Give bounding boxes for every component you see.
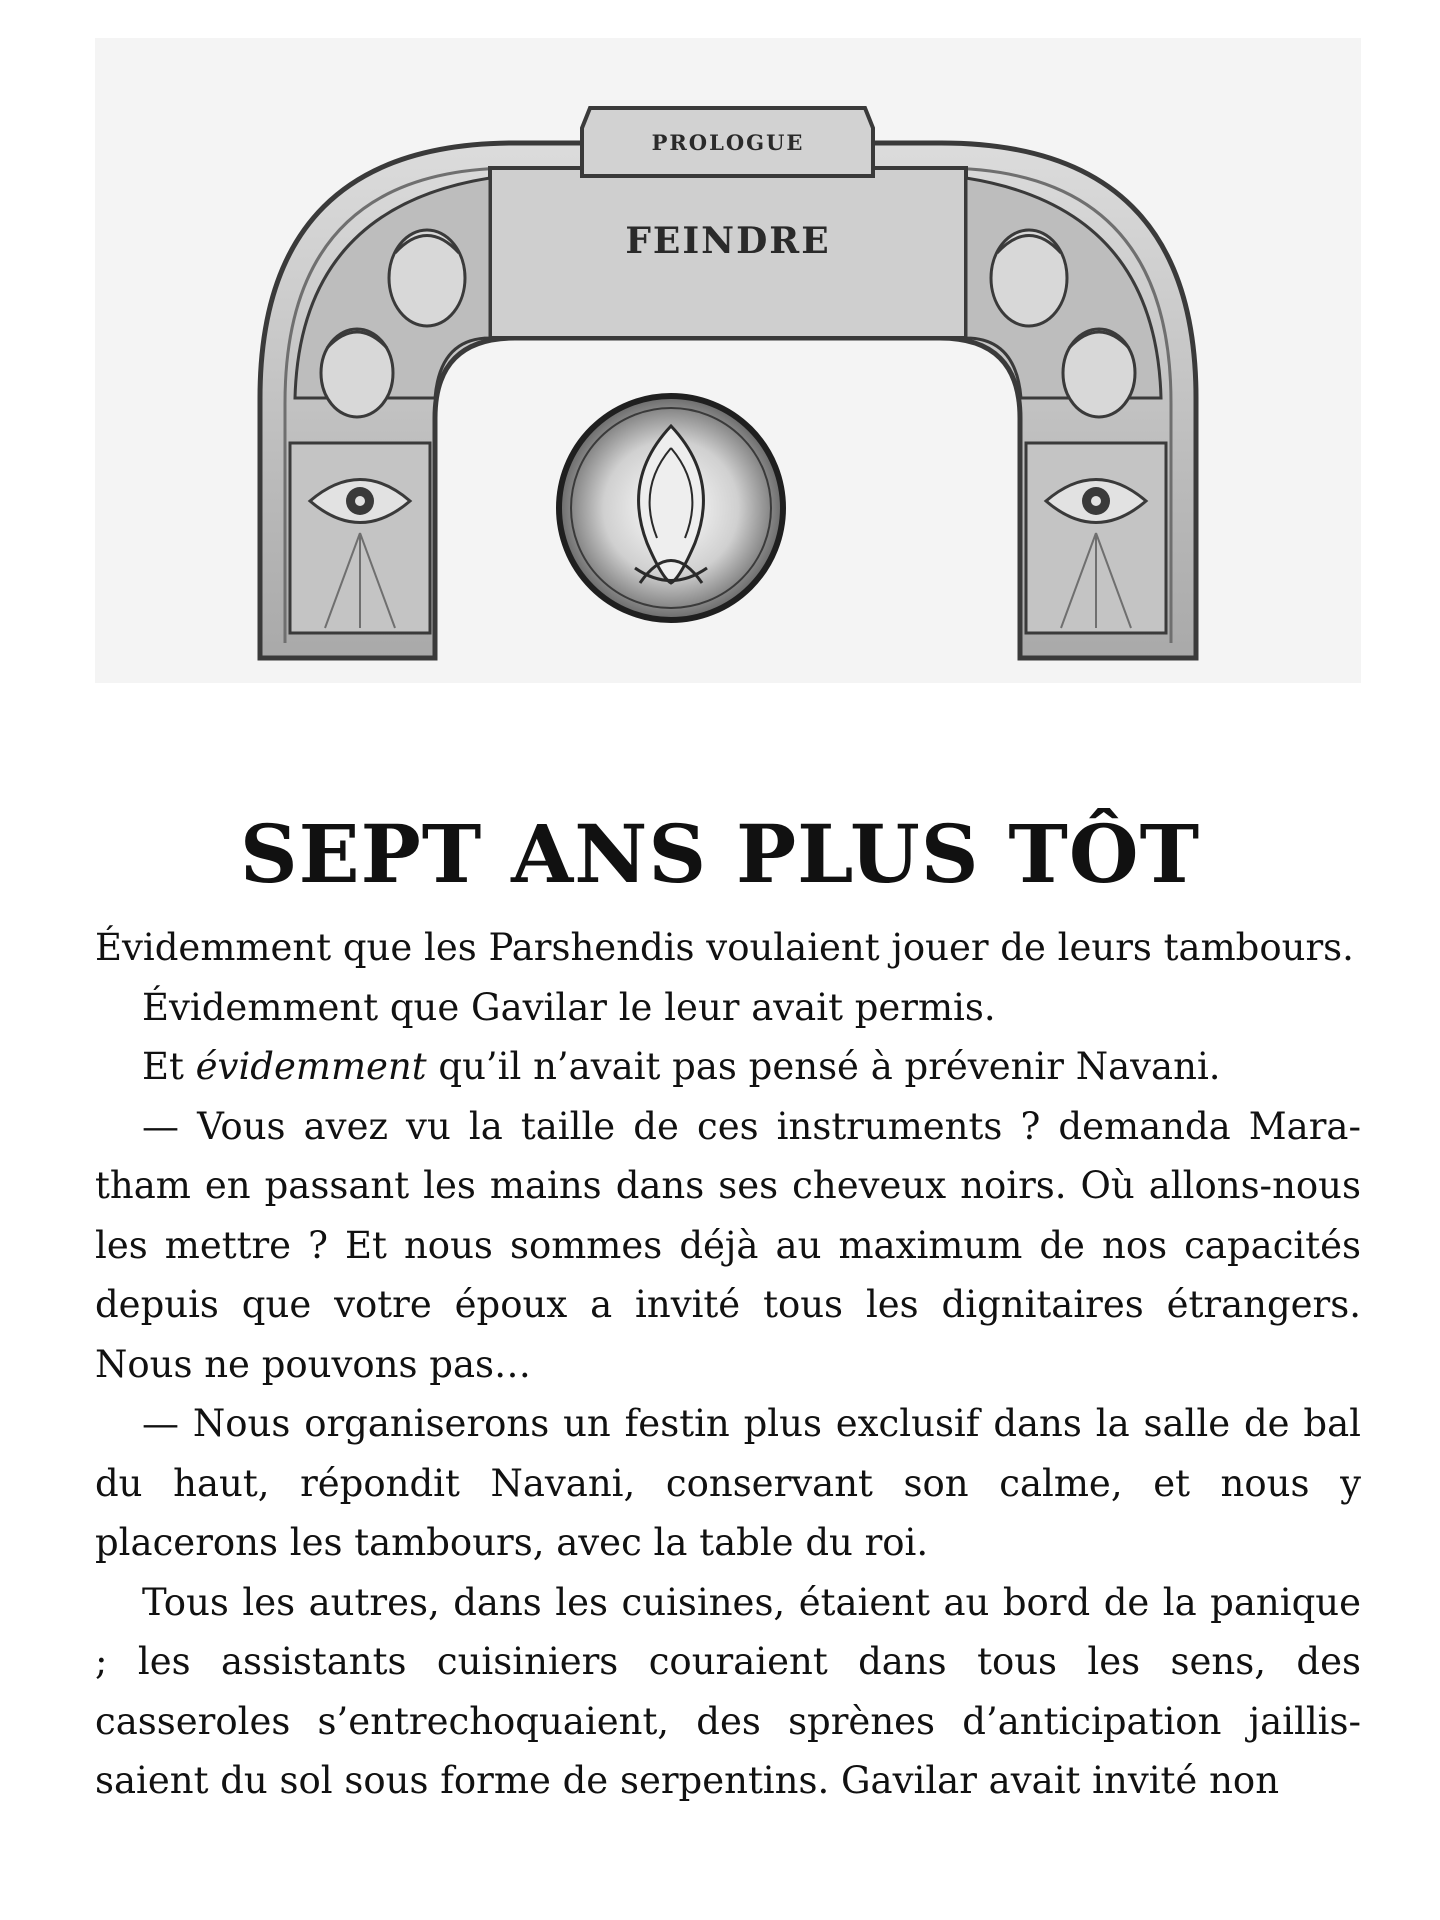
medallion-emblem — [559, 396, 783, 620]
paragraph: Évidemment que les Parshendis voulaient jouer de leurs tambours. — [95, 926, 1354, 969]
paragraph-text: Et — [142, 1045, 196, 1088]
left-eye-carving — [290, 443, 430, 633]
right-eye-carving — [1026, 443, 1166, 633]
plaque-label: PROLOGUE — [651, 130, 805, 155]
chapter-title: SEPT ANS PLUS TÔT — [239, 806, 1201, 901]
paragraph: Évidemment que Gavilar le leur avait permis. — [142, 985, 996, 1029]
paragraph-text: qu’il n’avait pas pensé à prévenir Navani. — [426, 1045, 1221, 1088]
stone-arch-illustration — [95, 38, 1361, 683]
chapter-label: FEINDRE — [625, 220, 831, 262]
chapter-header-illustration — [95, 38, 1361, 683]
paragraph: Tous les autres, dans les cuisines, étaient au bord de la panique ; les assistants cuisiniers couraient dans tous les sens, des casseroles s’entrechoquaient, des sprènes d’anticipation jaillissaient du sol sous forme de serpentins. Gavilar avait invité non — [95, 1580, 1361, 1802]
paragraph: — Nous organiserons un festin plus exclusif dans la salle de bal du haut, répondit Navani, conservant son calme, et nous y placerons les tambours, avec la table du roi. — [95, 1402, 1361, 1564]
prologue-plaque — [582, 108, 873, 176]
emphasized-text: évidemment — [195, 1045, 427, 1088]
paragraph: — Vous avez vu la taille de ces instruments ? demanda Maratham en passant les mains dans ses cheveux noirs. Où allons-nous les mettre ? Et nous sommes déjà au maximum de nos capacités depuis que votre époux a invité tous les dignitaires étrangers. Nous ne pouvons pas… — [95, 1104, 1361, 1386]
paragraph — [95, 1037, 1361, 1097]
chapter-body-text — [95, 918, 1361, 1811]
